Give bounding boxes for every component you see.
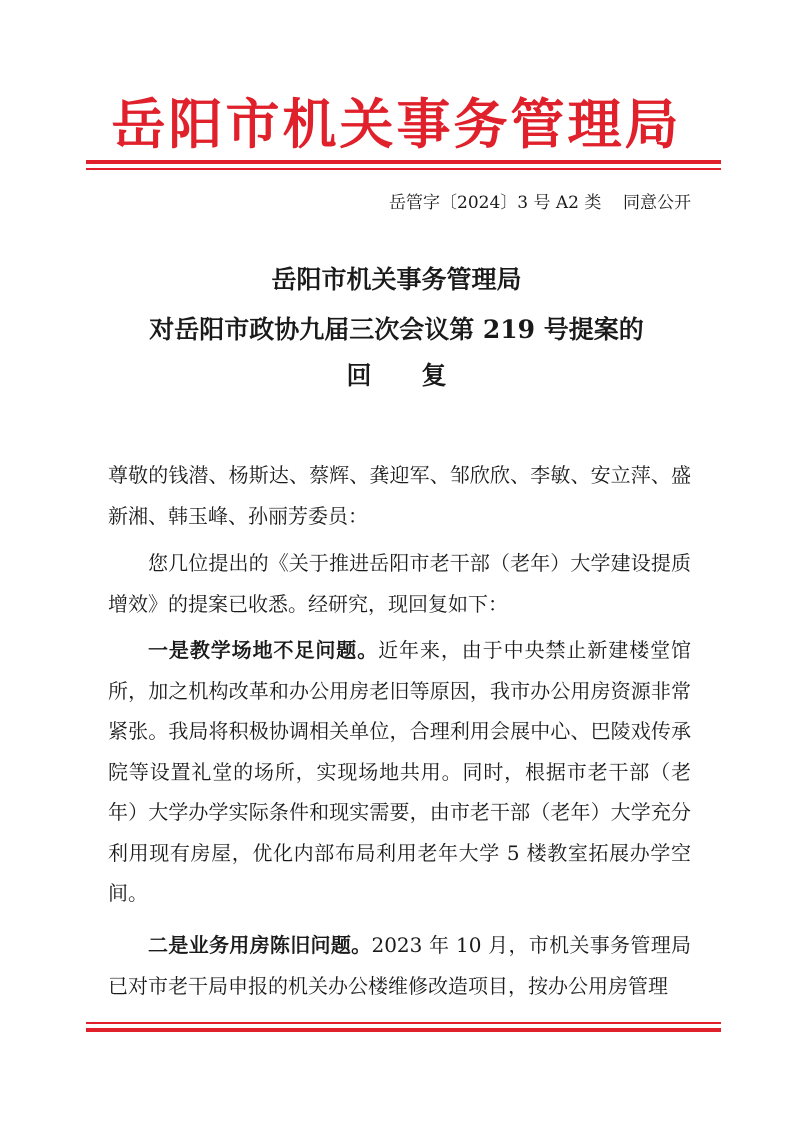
footer-rule-thin — [86, 1022, 721, 1024]
doc-title-line-2: 对岳阳市政协九届三次会议第 219 号提案的 — [149, 315, 644, 344]
salutation: 尊敬的钱潜、杨斯达、蔡辉、龚迎军、邹欣欣、李敏、安立萍、盛新湘、韩玉峰、孙丽芳委员： — [108, 463, 691, 528]
header-rule-thin — [86, 168, 721, 170]
doc-title-line-1: 岳阳市机关事务管理局 — [271, 265, 522, 294]
point-1-heading: 一是教学场地不足问题。 — [148, 638, 379, 662]
point-1-paragraph — [108, 630, 691, 914]
doc-title-line-3: 回 复 — [346, 361, 447, 390]
footer-rule-thick — [86, 1028, 721, 1032]
point-2-paragraph — [108, 925, 691, 1006]
intro-paragraph: 您几位提出的《关于推进岳阳市老干部（老年）大学建设提质增效》的提案已收悉。经研究，现回复如下： — [108, 551, 691, 616]
point-1-text: 近年来，由于中央禁止新建楼堂馆所，加之机构改革和办公用房老旧等原因，我市办公用房资源非常紧张。我局将积极协调相关单位，合理利用会展中心、巴陵戏传承院等设置礼堂的场所，实现场地共用。同时，根据市老干部（老年）大学办学实际条件和现实需要，由市老干部（老年）大学充分利用现有房屋，优化内部布局利用老年大学 5 楼教室拓展办学空间。 — [108, 638, 692, 905]
point-2-heading: 二是业务用房陈旧问题。 — [148, 933, 372, 957]
document-number: 岳管字〔2024〕3 号 A2 类 同意公开 — [389, 193, 691, 213]
point-2-text: 2023 年 10 月，市机关事务管理局已对市老干局申报的机关办公楼维修改造项目，按办公用房管理 — [108, 933, 692, 998]
org-header-title: 岳阳市机关事务管理局 — [111, 92, 682, 156]
header-rule-thick — [86, 160, 721, 164]
